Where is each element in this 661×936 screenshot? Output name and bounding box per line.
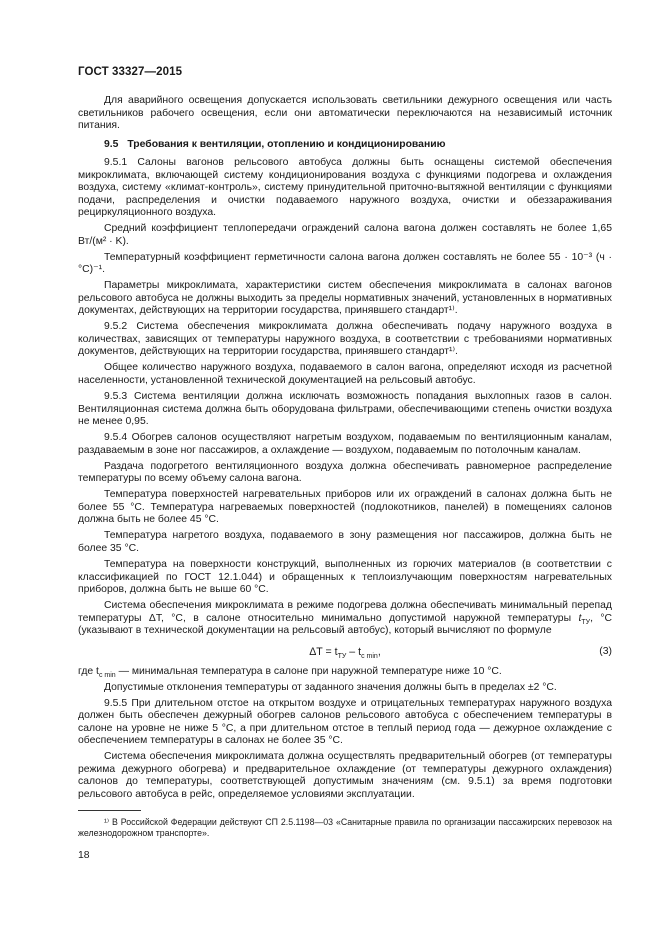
paragraph-heat-transfer: Средний коэффициент теплопередачи ограждений салона вагона должен составлять не более 1,65 Вт/(м² · K). [78,223,612,247]
footnote-text: ¹⁾ В Российской Федерации действуют СП 2.5.1198—03 «Санитарные правила по организации пассажирских перевозок на железнодорожном транспорте». [78,817,612,838]
paragraph-air-distribution: Раздача подогретого вентиляционного воздуха должна обеспечивать равномерное распределение температуры по всему объему салона вагона. [78,460,612,485]
paragraph-airtightness: Температурный коэффициент герметичности салона вагона должен составлять не более 55 · 10⁻³ (ч · °C)⁻¹. [78,251,612,276]
formula-3 [78,642,612,664]
paragraph-9-5-2: 9.5.2 Система обеспечения микроклимата должна обеспечивать подачу наружного воздуха в количествах, зависящих от температуры наружного воздуха, в соответствии с требованиями нормативных документов, действующих на территории государства, принявшего стандарт¹⁾. [78,321,612,358]
formula-expression: $\Delta T = t_{ТУ} - t_{c min}$, [309,645,381,660]
paragraph-formula-legend: где $t_{c min}$ — минимальная температура в салоне при наружной температуре ниже 10 °C. [78,665,502,679]
paragraph-9-5-4: 9.5.4 Обогрев салонов осуществляют нагретым воздухом, подаваемым по вентиляционным каналам, раздаваемым в зоне ног пассажиров, а охлаждение — воздухом, подаваемым по потолочным каналам. [78,432,612,456]
paragraph-surface-temperature: Температура поверхностей нагревательных приборов или их ограждений в салонах должна быть не более 55 °C. Температура нагреваемых поверхностей (подлокотников, панелей) в помещениях салонов должна быть не более 45 °C. [78,489,612,526]
footnote-separator [78,810,141,811]
paragraph-microclimate-params: Параметры микроклимата, характеристики систем обеспечения микроклимата в салонах вагонов рельсового автобуса не должны выходить за пределы нормативных значений, установленных в нормативных документах, действующих на территории государства, принявшего стандарт¹⁾. [78,280,612,317]
page-number: 18 [78,850,90,861]
section-number: 9.5 [104,138,119,150]
paragraph-heated-air: Температура нагретого воздуха, подаваемого в зону размещения ног пассажиров, должна быть не более 35 °C. [78,530,612,554]
paragraph-outdoor-air: Общее количество наружного воздуха, подаваемого в салон вагона, определяют исходя из расчетной населенности, установленной технической документацией на рельсовый автобус. [78,362,612,386]
document-body [78,95,612,805]
formula-number: (3) [599,645,612,657]
section-heading [78,139,612,152]
paragraph-temperature-difference: Система обеспечения микроклимата в режиме подогрева должна обеспечивать минимальный перепад температуры ΔT, °C, в салоне относительно минимально допустимой наружной температуры $t_{ТУ}$, °C (указывают в технической документации на рельсовый автобус), который вычисляют по формуле [78,600,612,637]
paragraph-9-5-3: 9.5.3 Система вентиляции должна исключать возможность попадания выхлопных газов в салон. Вентиляционная система должна быть оборудована фильтрами, обеспечивающими степень очистки воздуха не менее 0,95. [78,391,612,428]
section-title: Требования к вентиляции, отоплению и кондиционированию [127,138,446,150]
paragraph-9-5-1: 9.5.1 Салоны вагонов рельсового автобуса должны быть оснащены системой обеспечения микроклимата, включающей систему кондиционирования воздуха с функциями подогрева и охлаждения воздуха, систему «климат-контроль», систему принудительной приточно-вытяжной вентиляции с функциями подачи, распределения и очистки подаваемого наружного воздуха, очистки и обеззараживания рециркуляционного воздуха. [78,157,612,218]
paragraph-9-5-5: 9.5.5 При длительном отстое на открытом воздухе и отрицательных температурах наружного воздуха должен быть обеспечен дежурный обогрев салонов рельсового автобуса с обеспечением температуры в салоне на уровне не ниже 5 °C, а при длительном отстое в теплый период года — дежурное охлаждение с обеспечением температуры в салонах не более 35 °C. [78,697,612,747]
paragraph-emergency-lighting: Для аварийного освещения допускается использовать светильники дежурного освещения или часть светильников рабочего освещения, если они автоматически переключаются на независимый источник питания. [78,95,612,131]
paragraph-combustible-surfaces: Температура на поверхности конструкций, выполненных из горючих материалов (в соответствии с классификацией по ГОСТ 12.1.044) и обращенных к теплоизлучающим поверхностям нагревательных приборов, должна быть не выше 60 °C. [78,559,612,596]
document-header: ГОСТ 33327—2015 [78,66,183,78]
paragraph-tolerance: Допустимые отклонения температуры от заданного значения должны быть в пределах ±2 °C. [104,681,557,693]
paragraph-preheating: Система обеспечения микроклимата должна осуществлять предварительный обогрев (от температуры режима дежурного обогрева) и предварительное охлаждение (от температуры дежурного охлаждения) салонов до температуры, соответствующей допустимым значениям (см. 9.5.1) за время подготовки рельсового автобуса в рейс, определяемое условиями эксплуатации. [78,751,612,800]
footnote [78,817,612,839]
